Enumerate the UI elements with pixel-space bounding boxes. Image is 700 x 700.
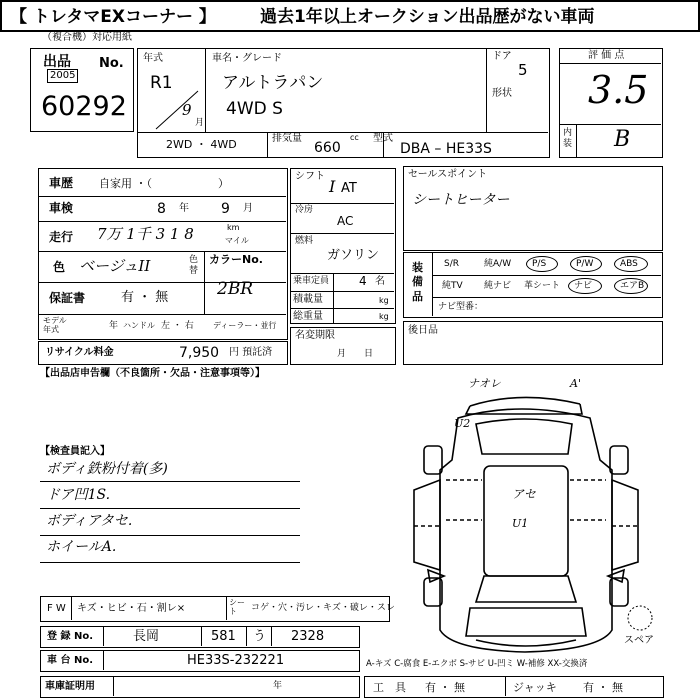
inspection-year: 8 (157, 201, 166, 217)
lot-label-right: No. (99, 56, 124, 71)
warranty-value: 有 ・ 無 (121, 290, 169, 305)
lot-number: 60292 (41, 91, 127, 122)
color-label: 色 (53, 260, 66, 274)
capacity-label: 乗車定員 (293, 276, 330, 286)
model-year-label: モデル年式 (43, 316, 67, 334)
equip-navi: ナビ (574, 281, 593, 291)
reg-class: 581 (211, 629, 236, 644)
diagram-mark-1: ナオレ (468, 377, 501, 390)
after-box (403, 321, 663, 365)
lot-box (30, 48, 134, 132)
tool-label: 工 具 (373, 681, 406, 694)
sales-label: セールスポイント (408, 169, 488, 180)
top-banner (0, 0, 700, 32)
year-label: 年式 (143, 53, 163, 64)
equip-abs-circle (614, 256, 648, 272)
inspection-year-unit: 年 (179, 203, 189, 214)
warranty-label: 保証書 (49, 291, 86, 305)
reg-kana: う (253, 629, 267, 644)
model-label: 型式 (373, 133, 393, 144)
inspector-line-2: ドア凹1S. (46, 487, 111, 503)
equip-ps-circle (526, 256, 558, 272)
score-label: 評 価 点 (588, 50, 625, 61)
car-box (137, 48, 550, 158)
reg-place: 長岡 (133, 629, 160, 644)
ac-label: 冷房 (295, 205, 314, 215)
color-value: ベージュII (79, 257, 151, 275)
capacity-unit: 名 (375, 276, 385, 287)
ac-value: AC (337, 214, 354, 228)
tool-value: 有 ・ 無 (425, 681, 465, 694)
diagram-mark-5: U1 (512, 517, 529, 530)
recycle-value: 7,950 (179, 345, 220, 361)
equip-pw: P/W (576, 259, 594, 269)
load-label: 積載量 (293, 294, 323, 305)
mileage-label: 走行 (49, 230, 74, 244)
car-damage-diagram (400, 370, 670, 660)
weight-unit: kg (379, 312, 389, 321)
shift-label: シフト (295, 171, 325, 182)
color-no-label: カラーNo. (209, 253, 263, 266)
door-value: 5 (518, 61, 528, 79)
interior-label: 内装 (563, 128, 573, 149)
diagram-mark-2: A' (570, 377, 581, 390)
recycle-label: リサイクル料金 (45, 347, 114, 358)
registration-row (40, 626, 360, 648)
shape-label: 形状 (492, 88, 512, 99)
sales-box (403, 166, 663, 251)
equip-alloy: 純A/W (484, 259, 512, 269)
fw-seat-row (40, 596, 395, 622)
equip-abs: ABS (620, 259, 638, 269)
paper-subtitle: （複合機）対応用紙 (42, 32, 132, 43)
capacity-value: 4 (359, 274, 367, 288)
color-no-value: 2BR (217, 279, 254, 299)
car-name-label: 車名・グレード (212, 53, 282, 64)
sheet-label: シート (229, 598, 245, 616)
inspector-notes (40, 458, 380, 592)
spare-tire-icon (628, 606, 652, 630)
car-name: アルトラパン (222, 73, 324, 93)
declaration-label: 【出品店申告欄（不良箇所・欠品・注意事項等）】 (40, 368, 265, 379)
chassis-row (40, 650, 360, 672)
diagram-mark-3: U2 (454, 417, 471, 430)
chassis-label: 車 台 No. (47, 655, 94, 666)
inspector-line-1: ボディ鉄粉付着(多) (46, 461, 168, 477)
equip-airbag-circle (614, 278, 648, 294)
banner-left: 【 トレタマEXコーナー 】 (10, 7, 216, 27)
sheet-items: コゲ・穴・汚レ・キズ・破レ・スレ (251, 603, 395, 613)
recycle-unit: 円 預託済 (229, 347, 273, 358)
damage-legend: A-キズ C-腐食 E-エクボ S-サビ U-凹ミ W-補修 XX-交換済 (366, 659, 588, 669)
fw-label: F W (47, 603, 66, 614)
load-unit: kg (379, 296, 389, 305)
history-value: 自家用 ・（ ） (99, 177, 229, 190)
mid-box (290, 168, 396, 324)
interior-value: B (614, 127, 631, 152)
diagram-mark-4: アセ (512, 487, 536, 501)
equip-navi-circle (568, 278, 602, 294)
equip-sr: S/R (444, 259, 459, 269)
banner-right: 過去1年以上オークション出品歴がない車両 (260, 7, 595, 27)
mileage-value: 7万 1千 3 1 8 (97, 225, 194, 243)
grade-box (559, 48, 663, 158)
inspector-line-3: ボディアタセ. (46, 513, 133, 529)
equip-airbag: エアB (620, 281, 645, 291)
color-change-label: 色替 (189, 255, 199, 276)
dealer-label: ディーラー・並行 (213, 321, 277, 330)
displacement-unit: cc (350, 133, 359, 142)
inspector-line-4: ホイールA. (46, 539, 117, 555)
score-value: 3.5 (588, 68, 649, 112)
proof-row (40, 676, 360, 698)
equip-leather: 革シート (524, 281, 561, 291)
sales-hw: シートヒーター (412, 192, 510, 208)
spare-label: スペア (624, 635, 654, 646)
handle-label: ハンドル (123, 321, 155, 330)
year-month: 9 (182, 101, 192, 119)
year-era: R1 (150, 73, 173, 93)
displacement-label: 排気量 (272, 133, 302, 144)
inspector-label: 【検査員記入】 (40, 446, 110, 457)
reg-number: 2328 (291, 629, 325, 644)
inspection-month: 9 (221, 201, 230, 217)
equip-gen-navi: 純ナビ (484, 281, 512, 291)
shift-hw: I (329, 177, 336, 196)
tool-row (364, 676, 664, 698)
jack-value: 有 ・ 無 (583, 681, 623, 694)
inspection-label: 車検 (49, 201, 74, 215)
equipment-label: 装備品 (412, 261, 423, 303)
drive-value: 2WD ・ 4WD (166, 138, 237, 151)
shift-value: AT (341, 181, 357, 196)
fw-items: キズ・ヒビ・石・割レ× (77, 603, 186, 614)
proof-label: 車庫証明用 (45, 681, 95, 692)
mileage-unit-mile: マイル (225, 236, 249, 245)
handle-value: 左 ・ 右 (161, 321, 194, 331)
namechange-box (290, 327, 396, 365)
year-month-unit: 月 (195, 118, 205, 128)
weight-label: 総重量 (293, 311, 323, 322)
fuel-label: 燃料 (295, 236, 314, 246)
equip-pw-circle (570, 256, 602, 272)
reg-label: 登 録 No. (47, 631, 94, 642)
model-year-unit: 年 (109, 321, 119, 331)
equipment-box (403, 252, 663, 318)
namechange-unit: 月 日 (337, 349, 374, 359)
info-box (38, 168, 288, 340)
car-grade: 4WD S (226, 99, 283, 119)
namechange-label: 名変期限 (295, 330, 335, 341)
equip-tv: 純TV (442, 281, 463, 291)
inspection-month-unit: 月 (243, 203, 253, 214)
recycle-box (38, 341, 288, 365)
lot-year-tag: 2005 (47, 69, 78, 83)
fuel-value: ガソリン (327, 248, 380, 263)
after-label: 後日品 (408, 325, 438, 336)
lot-label-left: 出品 (43, 54, 71, 70)
chassis-value: HE33S-232221 (187, 653, 285, 668)
door-label: ドア (492, 51, 512, 62)
history-label: 車歴 (49, 176, 74, 190)
equip-ps: P/S (532, 259, 547, 269)
navi-model-label: ナビ型番： (438, 302, 484, 312)
model-value: DBA – HE33S (400, 141, 492, 157)
displacement-value: 660 (314, 140, 341, 156)
jack-label: ジャッキ (513, 681, 557, 694)
mileage-unit-km: km (227, 223, 240, 232)
proof-unit: 年 (273, 681, 283, 691)
